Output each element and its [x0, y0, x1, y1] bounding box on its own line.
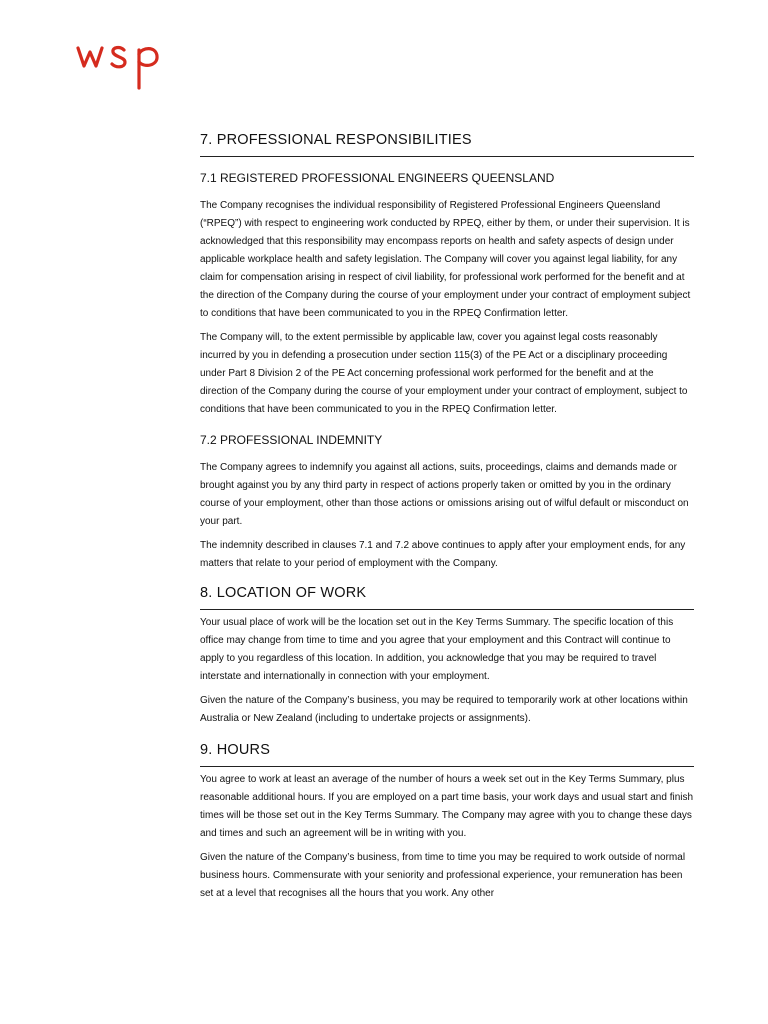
section-8-paragraph-1: Your usual place of work will be the location set out in the Key Terms Summary. The specific location of this office may change from time to time and you agree that your employment and this Contract will continue to apply to you regardless of this location. In addition, you acknowledge that you may be required to travel interstate and internationally in connection with your employment. [200, 617, 674, 682]
section-7-heading: 7. PROFESSIONAL RESPONSIBILITIES [200, 130, 694, 157]
wsp-logo-mark [76, 40, 168, 92]
section-7-1-paragraph-1: The Company recognises the individual responsibility of Registered Professional Engineers Queensland (“RPEQ”) with respect to engineering work conducted by RPEQ, either by them, or under their supervision. It is acknowledged that this responsibility may encompass reports on health and safety aspects of design under applicable workplace health and safety legislation. The Company will cover you against legal liability, for any claim for compensation arising in respect of civil liability, for professional work performed for the benefit and at the direction of the Company during the course of your employment under your contract of employment subject to conditions that have been communicated to you in the RPEQ Confirmation letter. [200, 200, 691, 319]
section-8-heading: 8. LOCATION OF WORK [200, 583, 694, 610]
section-7-1-paragraph-2: The Company will, to the extent permissible by applicable law, cover you against legal costs reasonably incurred by you in defending a prosecution under section 115(3) of the PE Act or a disciplinary proceeding under Part 8 Division 2 of the PE Act concerning professional work performed for the benefit and at the direction of the Company during the course of your employment under your contract of employment, subject to conditions that have been communicated to you in the RPEQ Confirmation letter. [200, 332, 688, 415]
section-7-2-heading: 7.2 PROFESSIONAL INDEMNITY [200, 433, 383, 447]
section-9-heading: 9. HOURS [200, 740, 694, 767]
section-8-paragraph-2: Given the nature of the Company’s business, you may be required to temporarily work at other locations within Australia or New Zealand (including to undertake projects or assignments). [200, 695, 688, 724]
document-body [200, 130, 694, 909]
section-7-2-paragraph-1: The Company agrees to indemnify you against all actions, suits, proceedings, claims and demands made or brought against you by any third party in respect of actions properly taken or omitted by you in the ordinary course of your employment, other than those actions or omissions arising out of wilful default or misconduct on your part. [200, 462, 689, 527]
section-7-2-paragraph-2: The indemnity described in clauses 7.1 and 7.2 above continues to apply after your employment ends, for any matters that relate to your period of employment with the Company. [200, 540, 686, 569]
section-9-paragraph-1: You agree to work at least an average of the number of hours a week set out in the Key Terms Summary, plus reasonable additional hours. If you are employed on a part time basis, your work days and usual start and finish times will be those set out in the Key Terms Summary. The Company may agree with you to change these days and times and such an agreement will be in writing with you. [200, 774, 694, 839]
wsp-logo [76, 40, 168, 92]
section-9-paragraph-2: Given the nature of the Company’s business, from time to time you may be required to work outside of normal business hours. Commensurate with your seniority and professional experience, your remuneration has been set at a level that recognises all the hours that you work. Any other [200, 852, 686, 899]
section-7-1-heading: 7.1 REGISTERED PROFESSIONAL ENGINEERS QUEENSLAND [200, 171, 555, 185]
